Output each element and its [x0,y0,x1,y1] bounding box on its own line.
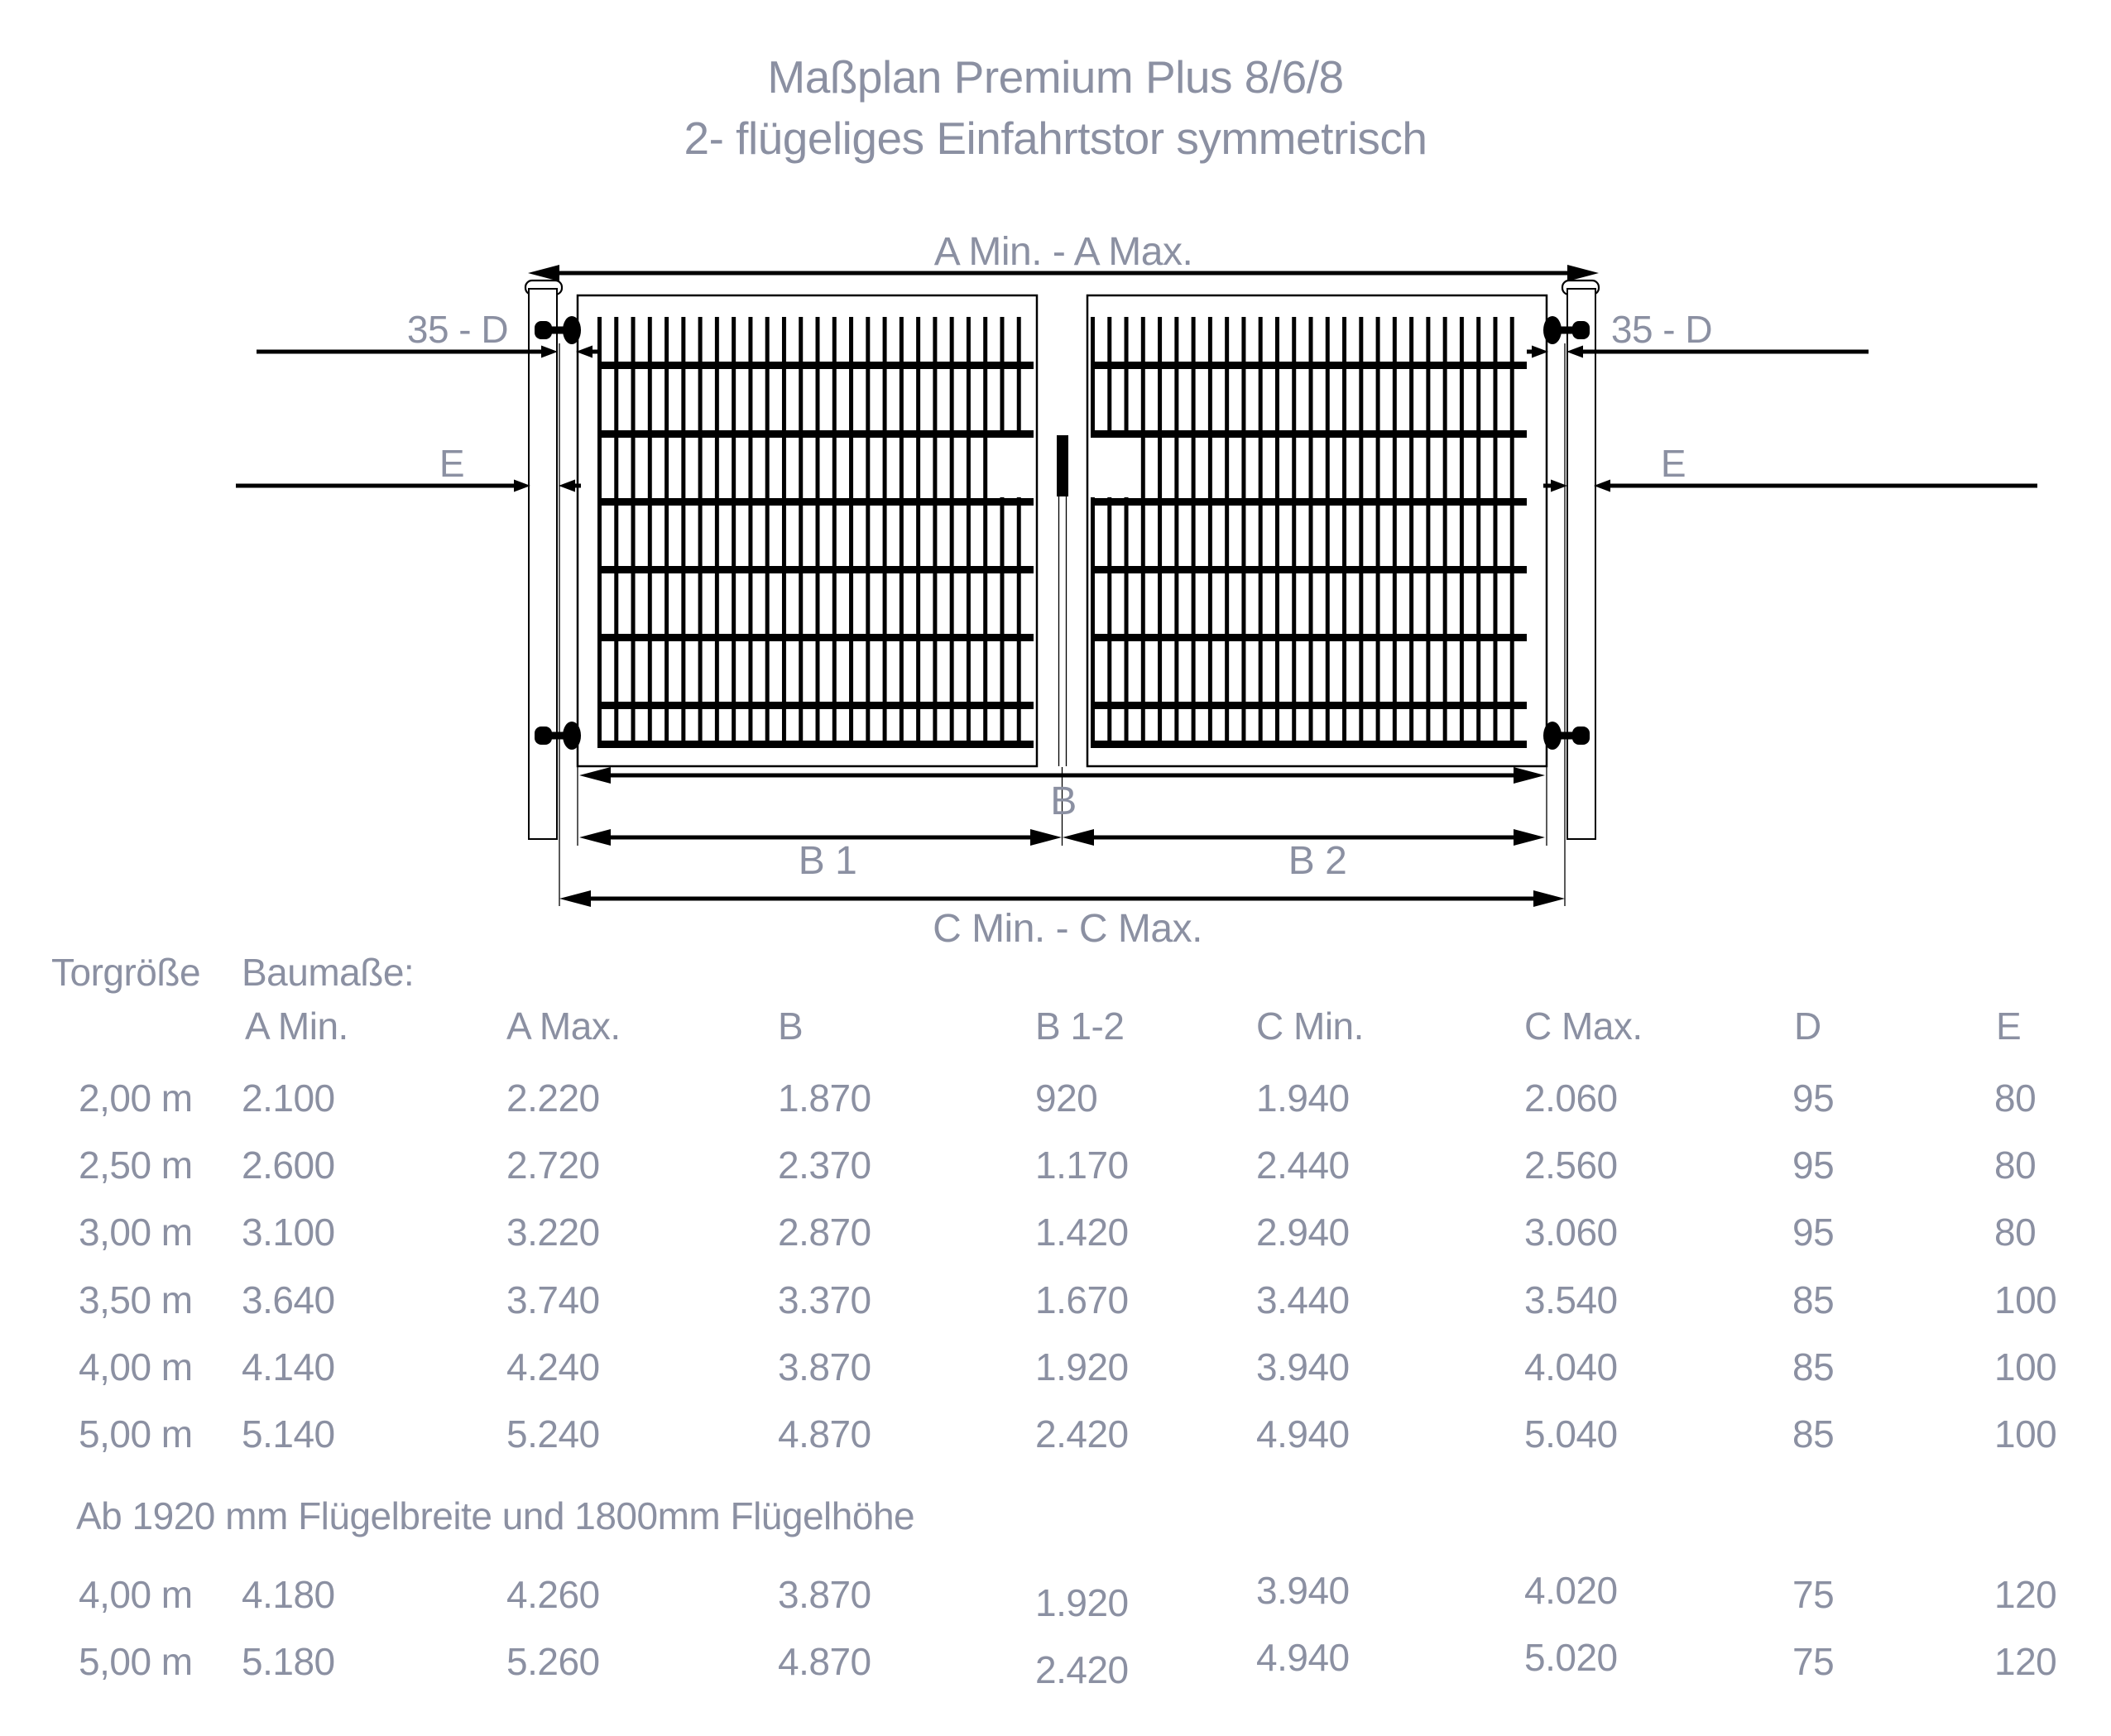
col-header-e: E [1996,1005,2022,1048]
table-cell: 120 [1994,1640,2057,1683]
table-cell: 4.140 [242,1345,335,1388]
row-size: 3,50 m [79,1278,193,1321]
table-cell: 85 [1792,1345,1835,1388]
col-header-c-min: C Min. [1256,1005,1364,1048]
table-cell: 1.420 [1035,1211,1129,1254]
table-cell: 1.670 [1035,1278,1129,1321]
col-header-a-min: A Min. [245,1005,348,1048]
post-left [525,281,562,839]
table-cell: 5.260 [506,1640,600,1683]
table-note: Ab 1920 mm Flügelbreite und 1800mm Flügelhöhe [76,1494,915,1537]
table-cell: 2.420 [1035,1648,1129,1691]
table-cell: 1.870 [778,1077,871,1120]
col-header-b12: B 1-2 [1035,1005,1125,1048]
table-cell: 4.940 [1256,1636,1350,1679]
table-cell: 3.870 [778,1345,871,1388]
table-cell: 2.370 [778,1144,871,1187]
table-cell: 80 [1994,1077,2037,1120]
table-cell: 1.920 [1035,1345,1129,1388]
table-cell: 3.220 [506,1211,600,1254]
row-size: 3,00 m [79,1211,193,1254]
dim-label-b2: B 2 [1288,839,1347,883]
table-cell: 2.560 [1524,1144,1618,1187]
table-cell: 80 [1994,1211,2037,1254]
table-cell: 3.540 [1524,1278,1618,1321]
table-cell: 4.180 [242,1573,335,1616]
col-header-c-max: C Max. [1524,1005,1643,1048]
row-size: 5,00 m [79,1640,193,1683]
table-cell: 3.640 [242,1278,335,1321]
table-cell: 5.040 [1524,1412,1618,1455]
dim-label-e-right: E [1660,442,1686,485]
table-cell: 3.060 [1524,1211,1618,1254]
table-cell: 920 [1035,1077,1098,1120]
table-cell: 3.870 [778,1573,871,1616]
gate-wing-right [1087,295,1547,766]
table-cell: 4.040 [1524,1345,1618,1388]
col-header-b: B [778,1005,804,1048]
dim-label-b: B [1050,779,1077,823]
table-cell: 2.870 [778,1211,871,1254]
lock-box-left [988,438,1034,497]
table-cell: 2.440 [1256,1144,1350,1187]
table-cell: 1.170 [1035,1144,1129,1187]
dim-label-d-right: 35 - D [1610,308,1713,351]
table-cell: 1.940 [1256,1077,1350,1120]
page-title-line2: 2- flügeliges Einfahrtstor symmetrisch [684,113,1427,164]
table-cell: 4.020 [1524,1569,1618,1612]
table-cell: 3.940 [1256,1345,1350,1388]
dim-label-c: C Min. - C Max. [933,907,1202,951]
table-cell: 5.020 [1524,1636,1618,1679]
table-cell: 1.920 [1035,1581,1129,1624]
table-cell: 4.870 [778,1412,871,1455]
dim-label-b1: B 1 [798,839,857,883]
gate-wing-left [578,295,1037,766]
row-size: 2,50 m [79,1144,193,1187]
row-size: 2,00 m [79,1077,193,1120]
table-cell: 100 [1994,1412,2057,1455]
table-cell: 95 [1792,1077,1835,1120]
table-cell: 95 [1792,1211,1835,1254]
table-cell: 2.420 [1035,1412,1129,1455]
table-cell: 85 [1792,1278,1835,1321]
table-header-torgroesse: Torgröße [51,951,201,994]
table-cell: 100 [1994,1345,2057,1388]
table-cell: 75 [1792,1640,1835,1683]
table-cell: 2.060 [1524,1077,1618,1120]
table-cell: 75 [1792,1573,1835,1616]
table-cell: 85 [1792,1412,1835,1455]
table-header-baumasse: Baumaße: [242,951,415,994]
table-cell: 120 [1994,1573,2057,1616]
table-cell: 2.600 [242,1144,335,1187]
table-cell: 5.140 [242,1412,335,1455]
table-cell: 2.720 [506,1144,600,1187]
dimension-c [559,890,1565,907]
table-cell: 3.370 [778,1278,871,1321]
table-cell: 4.940 [1256,1412,1350,1455]
table-cell: 4.240 [506,1345,600,1388]
table-cell: 2.940 [1256,1211,1350,1254]
table-cell: 4.870 [778,1640,871,1683]
table-cell: 3.440 [1256,1278,1350,1321]
col-header-a-max: A Max. [506,1005,621,1048]
row-size: 4,00 m [79,1345,193,1388]
table-cell: 95 [1792,1144,1835,1187]
table-cell: 4.260 [506,1573,600,1616]
dimension-e-right [1543,480,2037,492]
lock-box-right [1091,438,1136,497]
dim-label-d-left: 35 - D [406,308,509,351]
row-size: 4,00 m [79,1573,193,1616]
post-right [1562,281,1599,839]
table-cell: 2.220 [506,1077,600,1120]
page-title-line1: Maßplan Premium Plus 8/6/8 [767,51,1344,103]
latch [1057,435,1068,766]
table-cell: 2.100 [242,1077,335,1120]
row-size: 5,00 m [79,1412,193,1455]
table-cell: 100 [1994,1278,2057,1321]
col-header-d: D [1794,1005,1821,1048]
table-cell: 80 [1994,1144,2037,1187]
table-cell: 5.180 [242,1640,335,1683]
table-cell: 3.100 [242,1211,335,1254]
dim-label-a: A Min. - A Max. [933,230,1193,274]
table-cell: 5.240 [506,1412,600,1455]
table-cell: 3.740 [506,1278,600,1321]
table-cell: 3.940 [1256,1569,1350,1612]
dim-label-e-left: E [439,442,465,485]
